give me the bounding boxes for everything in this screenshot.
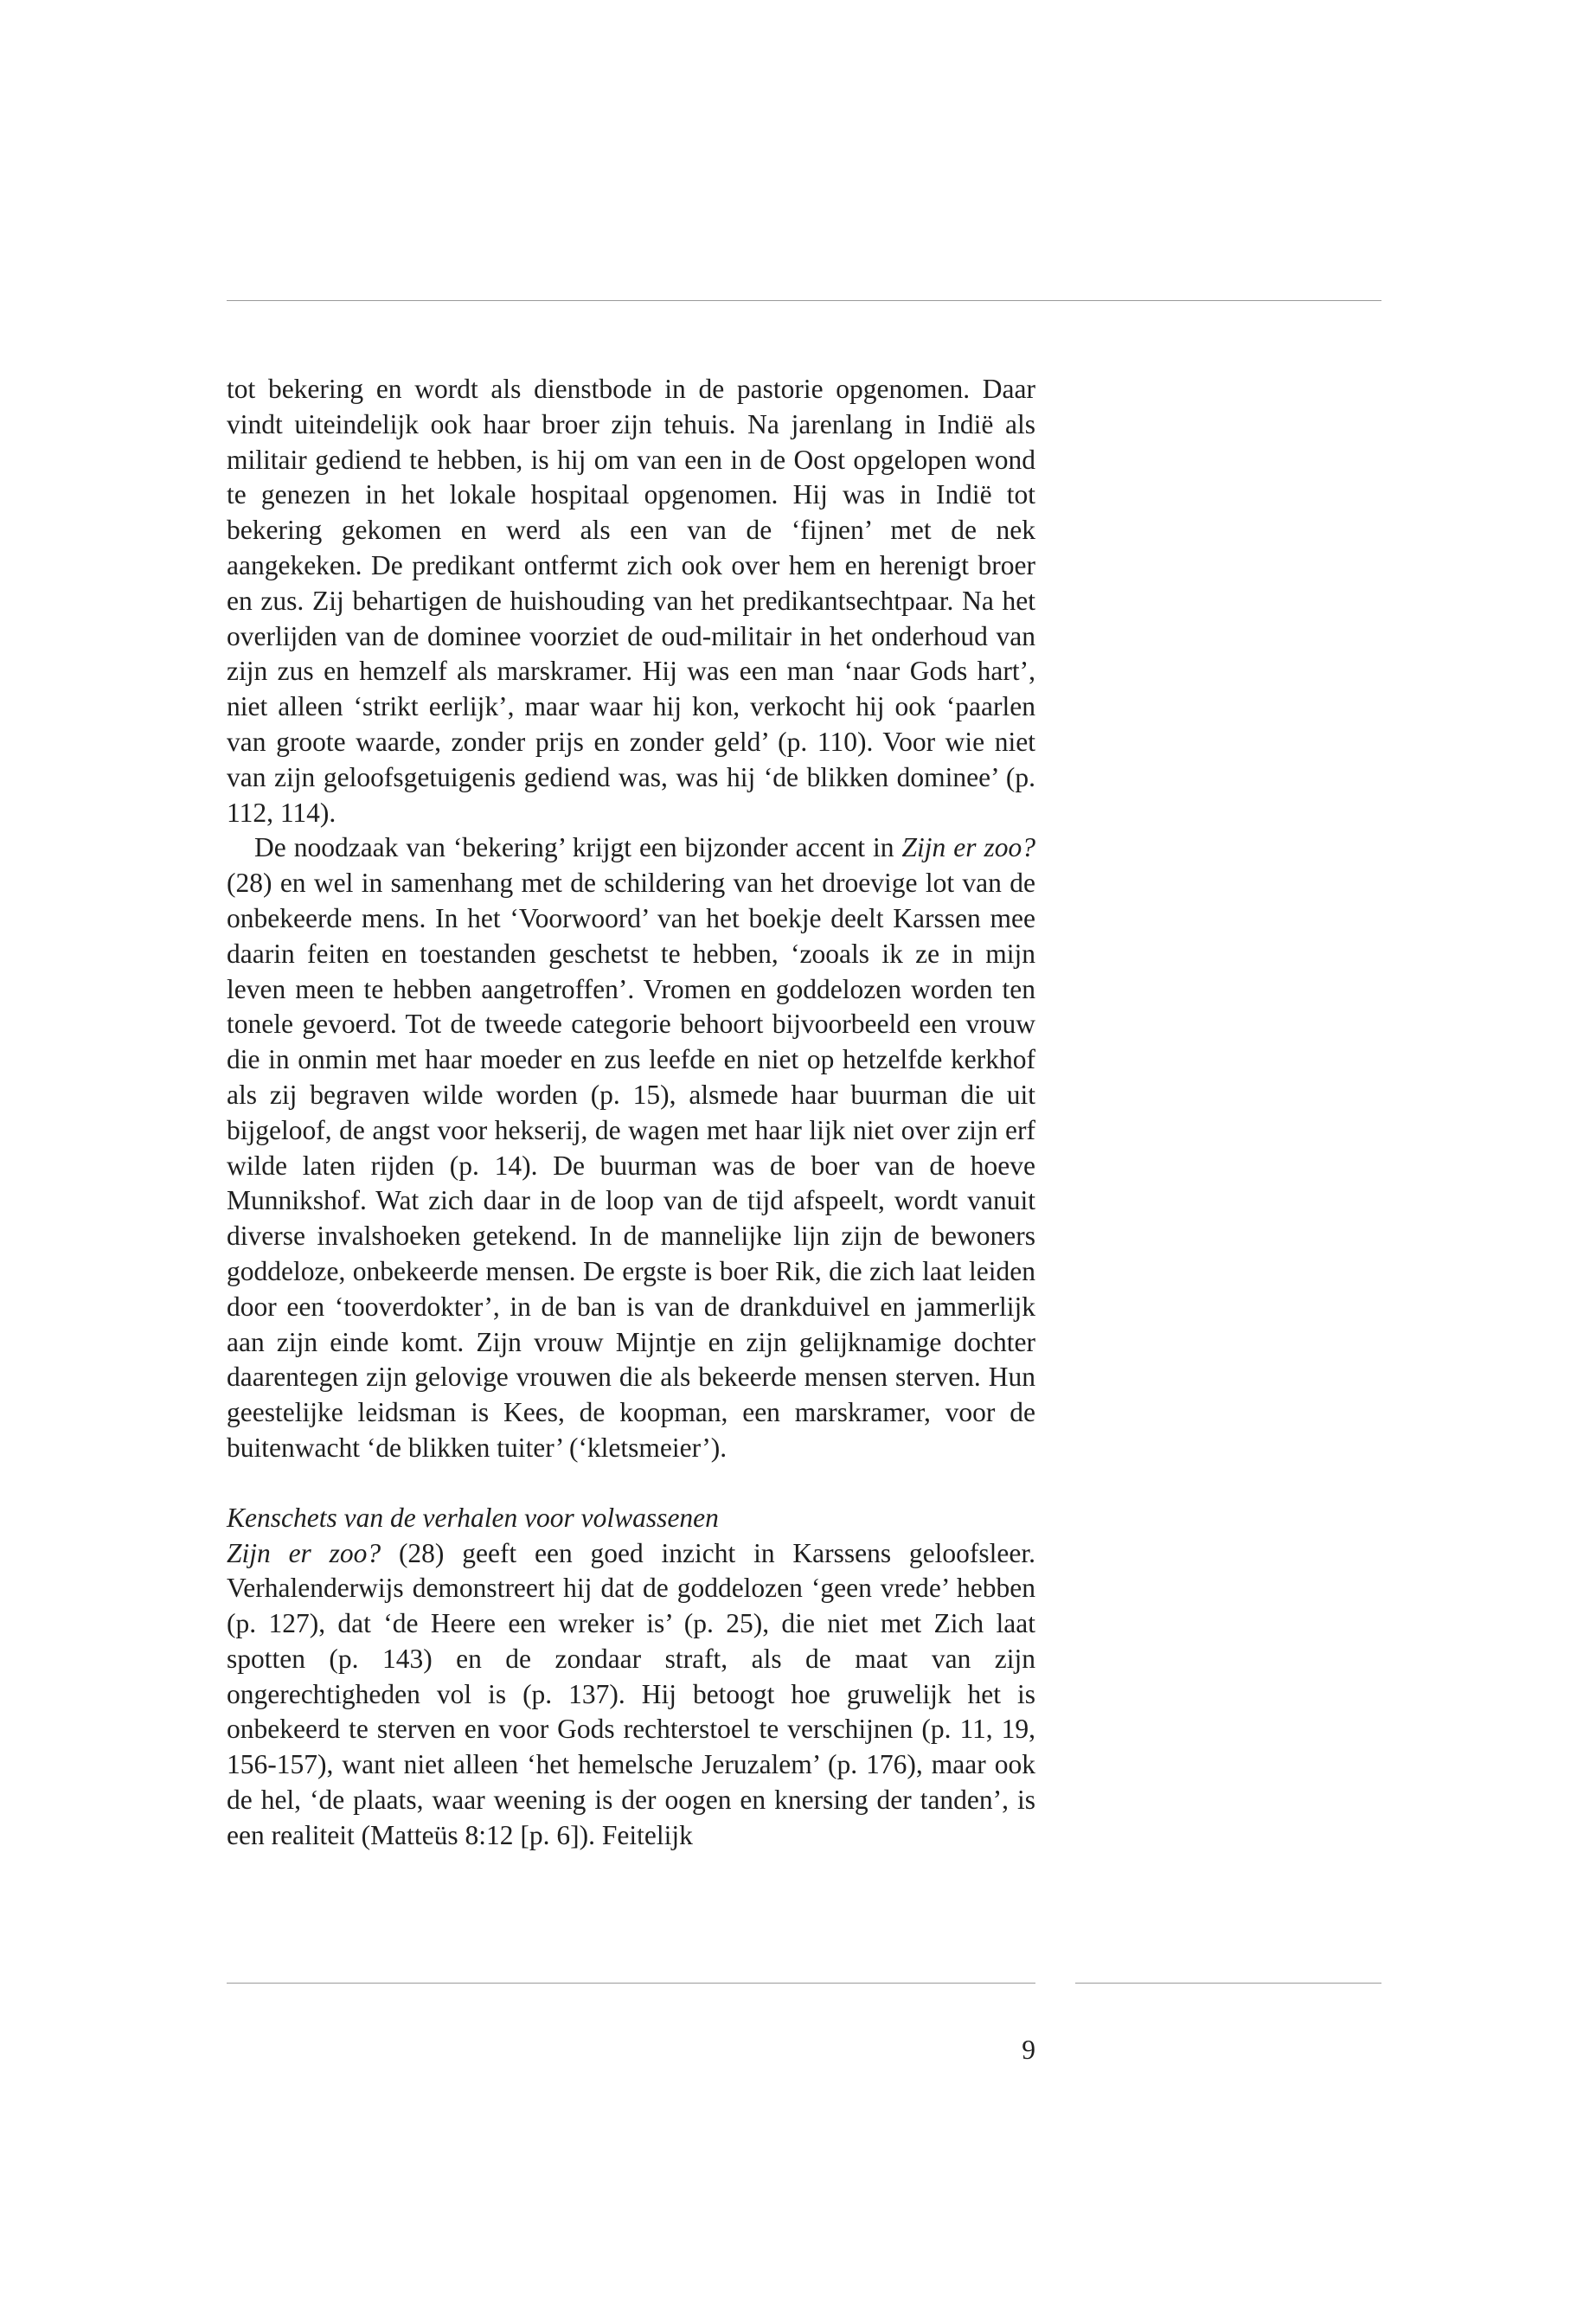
paragraph-3-text: (28) geeft een goed inzicht in Karssens geloofsleer. Verhalenderwijs demonstreert hij dat de goddelozen ‘geen vrede’ hebben (p. 127), dat ‘de Heere een wreker is’ (p. 25), die niet met Zich laat spotten (p. 143) en de zondaar straft, als de maat van zijn ongerechtigheden vol is (p. 137). Hij betoogt hoe gruwelijk het is onbekeerd te sterven en voor Gods rechterstoel te verschijnen (p. 11, 19, 156-157), want niet alleen ‘het hemelsche Jeruzalem’ (p. 176), maar ook de hel, ‘de plaats, waar weening is der oogen en knersing der tanden’, is een realiteit (Matteüs 8:12 [p. 6]). Feitelijk (227, 1537, 1035, 1850)
bottom-rule-right (1075, 1983, 1381, 1984)
section-gap (227, 1466, 1035, 1501)
paragraph-3 (227, 1536, 1035, 1854)
book-title-italic: Zijn er zoo? (901, 832, 1035, 863)
page-number: 9 (1022, 2035, 1035, 2065)
book-title-italic: Zijn er zoo? (227, 1537, 381, 1568)
section-heading: Kenschets van de verhalen voor volwassenen (227, 1502, 719, 1533)
top-rule (227, 300, 1381, 301)
body-text (227, 372, 1035, 1854)
paragraph-2 (227, 830, 1035, 1465)
paragraph-2-text-a: De noodzaak van ‘bekering’ krijgt een bijzonder accent in (254, 832, 902, 863)
paragraph-1 (227, 372, 1035, 830)
paragraph-1-text: tot bekering en wordt als dienstbode in de pastorie opgenomen. Daar vindt uiteindelijk ook haar broer zijn tehuis. Na jarenlang in Indië als militair gediend te hebben, is hij om van een in de Oost opgelopen wond te genezen in het lokale hospitaal opgenomen. Hij was in Indië tot bekering gekomen en werd als een van de ‘fijnen’ met de nek aangekeken. De predikant ontfermt zich ook over hem en herenigt broer en zus. Zij behartigen de huishouding van het predikantsechtpaar. Na het overlijden van de dominee voorziet de oud-militair in het onderhoud van zijn zus en hemzelf als marskramer. Hij was een man ‘naar Gods hart’, niet alleen ‘strikt eerlijk’, maar waar hij kon, verkocht hij ook ‘paarlen van groote waarde, zonder prijs en zonder geld’ (p. 110). Voor wie niet van zijn geloofsgetuigenis gediend was, was hij ‘de blikken dominee’ (p. 112, 114). (227, 374, 1035, 828)
bottom-rule-left (227, 1983, 1035, 1984)
paragraph-2-text-b: (28) en wel in samenhang met de schildering van het droevige lot van de onbekeerde mens. In het ‘Voorwoord’ van het boekje deelt Karssen mee daarin feiten en toestanden geschetst te hebben, ‘zooals ik ze in mijn leven meen te hebben aangetroffen’. Vromen en goddelozen worden ten tonele gevoerd. Tot de tweede categorie behoort bijvoorbeeld een vrouw die in onmin met haar moeder en zus leefde en niet op hetzelfde kerkhof als zij begraven wilde worden (p. 15), alsmede haar buurman die uit bijgeloof, de angst voor hekserij, de wagen met haar lijk niet over zijn erf wilde laten rijden (p. 14). De buurman was de boer van de hoeve Munnikshof. Wat zich daar in de loop van de tijd afspeelt, wordt vanuit diverse invalshoeken getekend. In de mannelijke lijn zijn de bewoners goddeloze, onbekeerde mensen. De ergste is boer Rik, die zich laat leiden door een ‘tooverdokter’, in de ban is van de drankduivel en jammerlijk aan zijn einde komt. Zijn vrouw Mijntje en zijn gelijknamige dochter daarentegen zijn gelovige vrouwen die als bekeerde mensen sterven. Hun geestelijke leidsman is Kees, de koopman, een marskramer, voor de buitenwacht ‘de blikken tuiter’ (‘kletsmeier’). (227, 868, 1035, 1463)
